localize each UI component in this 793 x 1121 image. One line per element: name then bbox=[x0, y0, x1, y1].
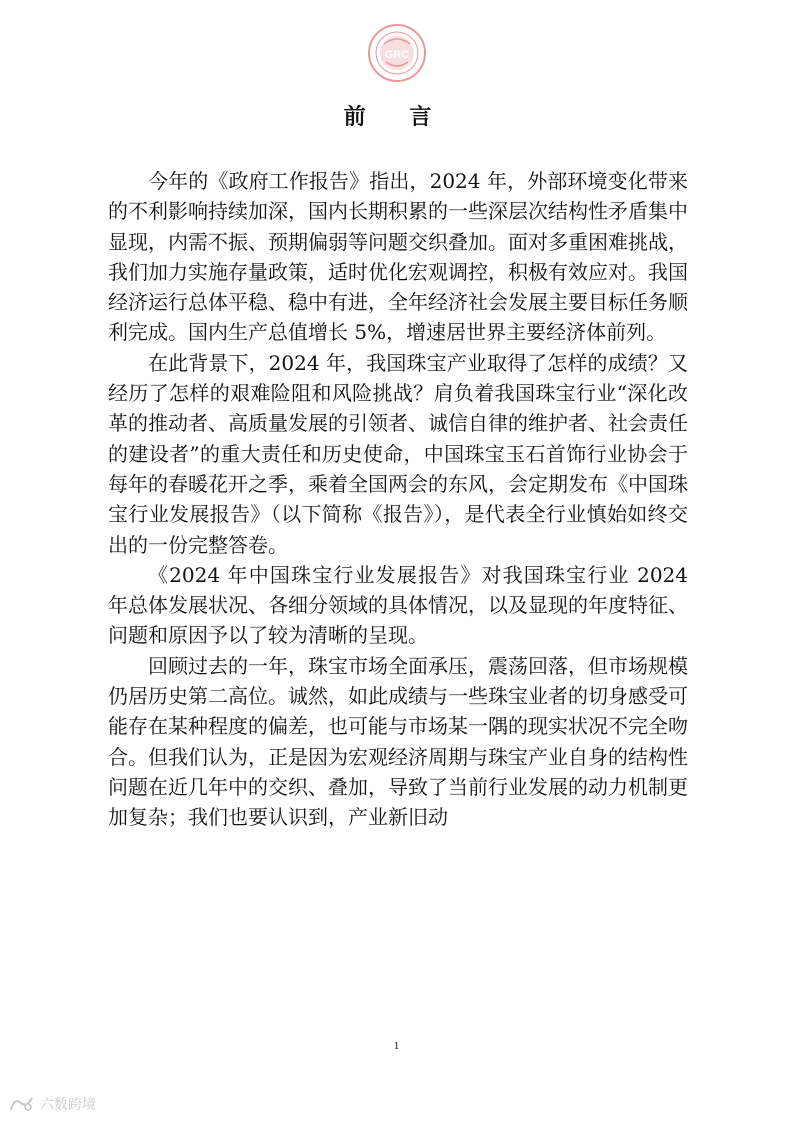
paragraph-2: 在此背景下，2024 年，我国珠宝产业取得了怎样的成绩？又经历了怎样的艰难险阻和风险挑战？肩负着我国珠宝行业“深化改革的推动者、高质量发展的引领者、诚信自律的维护者、社会责任的建设者”的重大责任和历史使命，中国珠宝玉石首饰行业协会于每年的春暖花开之季，乘着全国两会的东风，会定期发布《中国珠宝行业发展报告》（以下简称《报告》），是代表全行业慎始如终交出的一份完整答卷。 bbox=[108, 350, 688, 557]
paragraph-3: 《2024 年中国珠宝行业发展报告》对我国珠宝行业 2024 年总体发展状况、各细分领域的具体情况，以及显现的年度特征、问题和原因予以了较为清晰的呈现。 bbox=[108, 562, 688, 648]
paragraph-1: 今年的《政府工作报告》指出，2024 年，外部环境变化带来的不利影响持续加深，国内长期积累的一些深层次结构性矛盾集中显现，内需不振、预期偏弱等问题交织叠加。面对多重困难挑战，我们加力实施存量政策，适时优化宏观调控，积极有效应对。我国经济运行总体平稳、稳中有进，全年经济社会发展主要目标任务顺利完成。国内生产总值增长 5%，增速居世界主要经济体前列。 bbox=[108, 169, 688, 345]
logo-label: GRC bbox=[384, 49, 410, 61]
watermark-logo-icon bbox=[8, 1094, 36, 1114]
watermark bbox=[8, 1093, 96, 1115]
watermark-text: 六数跨境 bbox=[40, 1097, 96, 1113]
preface-body bbox=[108, 166, 688, 833]
page-number: 1 bbox=[393, 1040, 400, 1052]
association-seal-logo bbox=[362, 22, 432, 84]
paragraph-4: 回顾过去的一年，珠宝市场全面承压，震荡回落，但市场规模仍居历史第二高位。诚然，如此成绩与一些珠宝业者的切身感受可能存在某种程度的偏差，也可能与市场某一隅的现实状况不完全吻合。但我们认为，正是因为宏观经济周期与珠宝产业自身的结构性问题在近几年中的交织、叠加，导致了当前行业发展的动力机制更加复杂；我们也要认识到，产业新旧动 bbox=[108, 653, 688, 830]
page-title: 前 言 bbox=[343, 104, 450, 130]
